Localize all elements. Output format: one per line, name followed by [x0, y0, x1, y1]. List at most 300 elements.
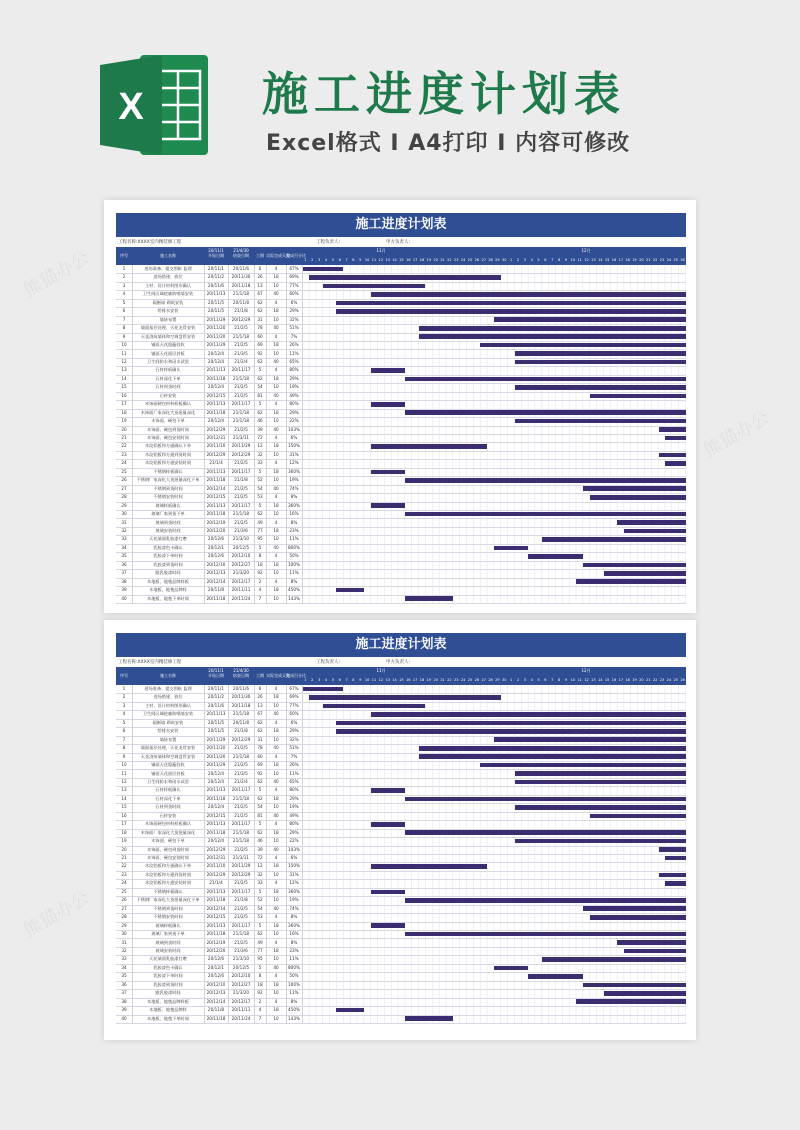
gantt-bar [405, 830, 686, 835]
cell-no: 26 [121, 897, 127, 903]
cell-start: 20/11/2 [207, 694, 225, 700]
cell-dur: 77 [257, 947, 263, 953]
cell-no: 29 [121, 502, 127, 508]
cell-end: 20/12/29 [231, 316, 251, 322]
cell-dur: 33 [257, 460, 263, 466]
cell-start: 20/12/10 [206, 981, 226, 987]
cell-no: 33 [121, 956, 127, 962]
cell-dur: 5 [258, 964, 262, 970]
column-divider [266, 265, 267, 603]
cell-dur: 6 [258, 686, 262, 691]
cell-end: 21/3/5 [234, 770, 248, 776]
cell-no: 28 [121, 494, 127, 500]
cell-done: 10 [273, 838, 279, 844]
cell-end: 20/11/11 [231, 1007, 251, 1013]
cell-done: 4 [274, 435, 278, 440]
gantt-bar [665, 881, 686, 886]
day-number: 16 [406, 678, 411, 682]
cell-start: 20/11/18 [206, 829, 226, 835]
cell-done: 10 [273, 536, 279, 542]
cell-start: 20/12/29 [206, 451, 226, 457]
cell-done: 18 [273, 728, 279, 734]
cell-no: 20 [121, 846, 127, 852]
cell-start: 20/12/14 [206, 485, 226, 491]
gantt-track [302, 727, 686, 735]
cell-start: 20/12/20 [206, 527, 226, 533]
cell-end: 20/11/6 [232, 686, 250, 691]
cell-dur: 52 [257, 477, 263, 483]
cell-end: 20/11/17 [231, 787, 251, 793]
gantt-track [302, 1006, 686, 1014]
cell-pct: 67% [289, 266, 299, 271]
cell-end: 20/11/8 [232, 299, 250, 305]
cell-name: 墙砖布置 [159, 736, 177, 742]
cell-dur: 62 [257, 299, 263, 305]
cell-start: 20/11/20 [206, 745, 226, 751]
gantt-track [302, 939, 686, 947]
cell-dur: 62 [257, 778, 263, 784]
cell-done: 18 [273, 409, 279, 415]
cell-no: 24 [121, 880, 127, 886]
cell-end: 21/1/18 [232, 375, 250, 381]
cell-name: 木饰面、硬包下单 [151, 418, 185, 424]
cell-done: 18 [273, 561, 279, 567]
gantt-bar [624, 529, 686, 534]
day-number: 14 [392, 258, 397, 262]
cell-done: 4 [274, 821, 278, 827]
day-number: 9 [359, 258, 362, 262]
cell-no: 28 [121, 914, 127, 920]
gantt-track [302, 862, 686, 870]
gantt-bar [371, 923, 405, 928]
day-number: 22 [652, 258, 658, 262]
cell-dur: 18 [257, 561, 263, 567]
cell-no: 9 [122, 753, 126, 759]
day-number: 23 [454, 678, 459, 682]
cell-no: 39 [121, 1007, 127, 1013]
cell-done: 18 [273, 888, 279, 894]
cell-no: 36 [121, 561, 127, 567]
cell-pct: 7% [290, 333, 298, 339]
cell-end: 21/3/5 [234, 350, 248, 356]
day-number: 22 [447, 258, 452, 262]
cell-dur: 52 [257, 897, 263, 903]
gantt-track [302, 964, 686, 972]
day-number: 22 [652, 678, 658, 682]
cell-start: 20/11/18 [206, 897, 226, 903]
cell-done: 4 [274, 333, 278, 339]
gantt-track [302, 324, 686, 332]
cell-dur: 72 [257, 435, 263, 440]
cell-start: 20/11/18 [206, 375, 226, 381]
column-header: 工期 [256, 673, 264, 678]
cell-name: 天花浇筑墙体和空调盘管安装 [140, 753, 196, 759]
gantt-bar [371, 712, 686, 717]
cell-pct: 74% [289, 485, 299, 491]
cell-pct: 67% [289, 686, 299, 691]
cell-start: 20/11/5 [207, 299, 225, 305]
gantt-track [302, 846, 686, 854]
cell-no: 14 [121, 795, 127, 801]
cell-done: 10 [273, 770, 279, 776]
day-number: 20 [639, 678, 644, 682]
cell-name: 木饰面厂家深化大货批量深化 [140, 829, 196, 835]
gantt-bar [371, 402, 405, 407]
cell-end: 20/11/30 [231, 694, 251, 700]
cell-dur: 5 [258, 401, 262, 407]
cell-pct: 8% [290, 578, 298, 584]
cell-end: 20/12/17 [231, 578, 251, 584]
cell-done: 4 [274, 880, 278, 886]
cell-end: 21/2/5 [234, 939, 248, 945]
cell-no: 34 [121, 544, 127, 550]
cell-no: 26 [121, 477, 127, 483]
cell-name: 木饰面、硬包到货时间 [147, 426, 189, 432]
day-number: 15 [604, 678, 610, 682]
cell-dur: 4 [258, 587, 262, 593]
cell-name: 天花墙面乳胶漆打磨 [149, 956, 187, 962]
cell-done: 40 [273, 812, 279, 818]
cell-pct: 6% [290, 855, 298, 860]
day-number: 25 [673, 678, 678, 682]
gantt-bar [419, 746, 686, 751]
cell-pct: 16% [289, 511, 299, 517]
gantt-bar [494, 317, 686, 322]
column-header: 工期 [256, 253, 264, 258]
cell-dur: 60 [257, 333, 263, 339]
gantt-bar [528, 554, 583, 559]
day-number: 23 [659, 678, 665, 682]
cell-done: 10 [273, 384, 279, 390]
gantt-track [302, 1015, 686, 1023]
day-number: 1 [304, 678, 307, 682]
gantt-bar [617, 940, 686, 945]
gantt-track [302, 519, 686, 527]
cell-name: 不锈钢安装时间 [153, 494, 183, 500]
cell-no: 31 [121, 519, 127, 525]
gantt-track [302, 955, 686, 963]
cell-start: 20/11/20 [206, 333, 226, 339]
cell-no: 22 [121, 443, 127, 449]
party-leader: 甲方负责人: [386, 240, 411, 245]
day-number: 12 [378, 678, 384, 682]
cell-done: 10 [273, 511, 279, 517]
gantt-bar [302, 687, 343, 692]
gantt-track [302, 913, 686, 921]
cell-dur: 6 [258, 266, 262, 271]
cell-no: 14 [121, 375, 127, 381]
cell-done: 4 [274, 553, 278, 559]
gantt-track [302, 366, 686, 374]
cell-done: 10 [273, 871, 279, 877]
cell-dur: 53 [257, 494, 263, 500]
day-number: 15 [399, 678, 404, 682]
day-number: 25 [467, 678, 473, 682]
cell-done: 4 [274, 914, 278, 920]
day-number: 17 [412, 258, 418, 262]
cell-start: 20/12/1 [207, 544, 225, 550]
cell-pct: 29% [289, 409, 299, 415]
cell-end: 21/2/4 [234, 778, 248, 784]
cell-start: 20/12/19 [206, 519, 226, 525]
gantt-bar [659, 847, 686, 852]
gantt-bar [419, 754, 686, 759]
day-number: 13 [591, 258, 596, 262]
cell-end: 20/12/27 [231, 561, 251, 567]
gantt-track [302, 879, 686, 887]
cell-no: 15 [121, 804, 127, 810]
day-number: 21 [646, 258, 651, 262]
gantt-bar [583, 563, 686, 568]
cell-no: 12 [121, 358, 127, 364]
gantt-track [302, 989, 686, 997]
cell-name: 木饰面厂家深化大货批量深化 [140, 409, 196, 415]
gantt-bar [624, 949, 686, 954]
cell-end: 21/2/5 [234, 384, 248, 390]
day-number: 30 [502, 258, 507, 262]
cell-no: 15 [121, 384, 127, 390]
cell-end: 20/12/29 [231, 871, 251, 877]
day-number: 14 [598, 678, 603, 682]
cell-end: 21/3/11 [232, 855, 250, 860]
gantt-bar [528, 974, 583, 979]
gantt-bar [419, 334, 686, 339]
cell-pct: 16% [289, 931, 299, 937]
cell-dur: 2 [258, 998, 262, 1004]
cell-no: 7 [122, 316, 126, 322]
cell-name: 铺面天花面层封板 [151, 350, 185, 356]
gantt-track [302, 417, 686, 425]
excel-logo-icon [100, 55, 208, 155]
cell-name: 进场准备、提交图纸 监理 [144, 266, 192, 271]
gantt-bar [302, 267, 343, 272]
cell-no: 37 [121, 990, 127, 996]
cell-no: 3 [122, 702, 126, 708]
cell-end: 21/3/6 [234, 527, 248, 533]
column-header: 实际完成天数 [266, 673, 290, 678]
cell-no: 24 [121, 460, 127, 466]
cell-no: 11 [121, 770, 127, 776]
cell-dur: 92 [257, 570, 263, 576]
cell-no: 11 [121, 350, 127, 356]
day-number: 2 [516, 678, 520, 682]
day-number: 9 [564, 678, 568, 682]
gantt-bar [309, 695, 501, 700]
day-number: 8 [558, 258, 561, 262]
cell-name: 玻璃厂家到货下单 [151, 931, 185, 937]
cell-name: 进场准备、提交图纸 监理 [144, 686, 192, 691]
cell-name: 不锈钢厂家深化大货批量深化下单 [136, 897, 200, 903]
cell-end: 21/1/18 [232, 753, 250, 759]
cell-name: 进场搭建、放位 [153, 694, 183, 700]
cell-no: 31 [121, 939, 127, 945]
cell-done: 40 [273, 711, 279, 717]
cell-pct: 29% [289, 795, 299, 801]
cell-done: 4 [274, 460, 278, 466]
cell-end: 21/1/18 [232, 418, 250, 424]
gantt-track [302, 770, 686, 778]
cell-pct: 19% [289, 897, 299, 903]
cell-no: 17 [121, 401, 127, 407]
cell-end: 21/1/8 [234, 308, 248, 314]
cell-start: 20/12/4 [207, 418, 225, 424]
day-number: 7 [551, 258, 554, 262]
cell-name: 木纹铝板和方通安装时间 [144, 460, 192, 466]
day-number: 19 [632, 678, 637, 682]
cell-name: 玻璃样板确认 [155, 922, 181, 928]
gantt-track [302, 761, 686, 769]
cell-dur: 95 [257, 536, 263, 542]
cell-name: 玻璃安装时间 [155, 947, 181, 953]
gantt-bar [405, 932, 686, 937]
day-number: 30 [502, 678, 507, 682]
gantt-track [302, 400, 686, 408]
cell-pct: 80% [289, 787, 299, 793]
gantt-track [302, 307, 686, 315]
cell-end: 21/2/5 [234, 392, 248, 398]
day-number: 20 [639, 258, 644, 262]
day-number: 1 [510, 258, 513, 262]
cell-dur: 77 [257, 527, 263, 533]
cell-end: 21/3/11 [232, 435, 250, 440]
cell-dur: 12 [257, 863, 263, 869]
task-table [116, 265, 686, 603]
cell-end: 20/11/18 [231, 282, 251, 288]
cell-no: 25 [121, 888, 127, 894]
cell-end: 20/12/10 [231, 973, 251, 979]
cell-start: 20/12/6 [207, 956, 225, 962]
cell-dur: 62 [257, 308, 263, 314]
cell-name: 石材安装 [159, 812, 177, 818]
day-number: 9 [564, 258, 568, 262]
cell-end: 21/2/5 [234, 880, 248, 886]
cell-no: 5 [122, 299, 126, 305]
gantt-track [302, 837, 686, 845]
column-header: 实际完成天数 [266, 253, 290, 258]
day-header [302, 677, 686, 685]
gantt-track [302, 493, 686, 501]
cell-pct: 19% [289, 384, 299, 390]
cell-end: 21/1/18 [232, 333, 250, 339]
table-header [116, 667, 686, 685]
cell-name: 木纹铝板和方通确认下单 [144, 863, 192, 869]
column-header: 完成百分比 [286, 253, 306, 258]
day-number: 11 [371, 678, 377, 682]
cell-start: 20/12/15 [206, 914, 226, 920]
gantt-track [302, 290, 686, 298]
cell-pct: 23% [289, 947, 299, 953]
cell-no: 29 [121, 922, 127, 928]
day-number: 26 [474, 678, 480, 682]
cell-pct: 22% [289, 838, 299, 844]
cell-no: 6 [122, 308, 126, 314]
cell-pct: 8% [290, 494, 298, 500]
day-number: 4 [530, 258, 533, 262]
cell-start: 21/1/4 [209, 460, 223, 466]
gantt-bar [371, 788, 405, 793]
day-number: 6 [544, 258, 547, 262]
gantt-bar [665, 461, 686, 466]
cell-done: 10 [273, 931, 279, 937]
cell-no: 16 [121, 812, 127, 818]
day-number: 28 [488, 258, 493, 262]
cell-no: 19 [121, 418, 127, 424]
column-header: 开始日期 [208, 253, 224, 258]
cell-dur: 54 [257, 384, 263, 390]
cell-dur: 13 [257, 282, 263, 288]
cell-dur: 7 [258, 595, 262, 601]
gantt-bar [405, 377, 686, 382]
cell-pct: 26% [289, 762, 299, 768]
day-number: 25 [673, 258, 678, 262]
day-number: 12 [584, 678, 589, 682]
cell-end: 21/3/10 [232, 956, 250, 962]
cell-name: 卫生间区域轮廓防噪墙安装 [142, 711, 194, 717]
gantt-track [302, 981, 686, 989]
column-header: 施工名称 [160, 673, 176, 678]
cell-dur: 81 [257, 812, 263, 818]
day-number: 19 [632, 258, 637, 262]
cell-name: 木饰面、硬包安装时间 [147, 855, 189, 860]
cell-done: 40 [273, 846, 279, 852]
cell-pct: 800% [288, 964, 300, 970]
cell-dur: 62 [257, 931, 263, 937]
gantt-bar [405, 410, 686, 415]
gantt-track [302, 273, 686, 281]
day-number: 12 [378, 258, 384, 262]
cell-name: 石材深化下单 [155, 375, 181, 381]
gantt-bar [323, 284, 426, 289]
gantt-bar [604, 991, 686, 996]
gantt-track [302, 972, 686, 980]
gantt-track [302, 998, 686, 1006]
cell-done: 4 [274, 719, 278, 725]
cell-pct: 22% [289, 418, 299, 424]
gantt-bar [405, 898, 686, 903]
day-number: 29 [495, 258, 500, 262]
gantt-track [302, 535, 686, 543]
cell-start: 20/11/13 [206, 468, 226, 474]
cell-done: 40 [273, 358, 279, 364]
gantt-bar [665, 436, 686, 441]
gantt-track [302, 265, 686, 273]
cell-done: 10 [273, 595, 279, 601]
cell-pct: 51% [289, 745, 299, 751]
day-number: 24 [460, 258, 466, 262]
gantt-track [302, 451, 686, 459]
day-number: 14 [392, 678, 397, 682]
cell-pct: 12% [289, 460, 299, 466]
cell-name: 玻璃到货时间 [155, 939, 181, 945]
gantt-track [302, 829, 686, 837]
cell-pct: 31% [289, 871, 299, 877]
cell-dur: 5 [258, 468, 262, 474]
cell-name: 乳胶漆下单时间 [153, 553, 183, 559]
cell-pct: 8% [290, 998, 298, 1004]
gantt-bar [659, 453, 686, 458]
gantt-track [302, 502, 686, 510]
sheet-meta [116, 239, 686, 247]
day-number: 10 [364, 258, 370, 262]
cell-start: 20/11/6 [207, 702, 225, 708]
cell-dur: 62 [257, 719, 263, 725]
gantt-bar [494, 966, 528, 971]
cell-pct: 450% [288, 587, 300, 593]
cell-pct: 77% [289, 282, 299, 288]
gantt-track [302, 282, 686, 290]
cell-start: 20/11/8 [207, 587, 225, 593]
cell-dur: 62 [257, 409, 263, 415]
